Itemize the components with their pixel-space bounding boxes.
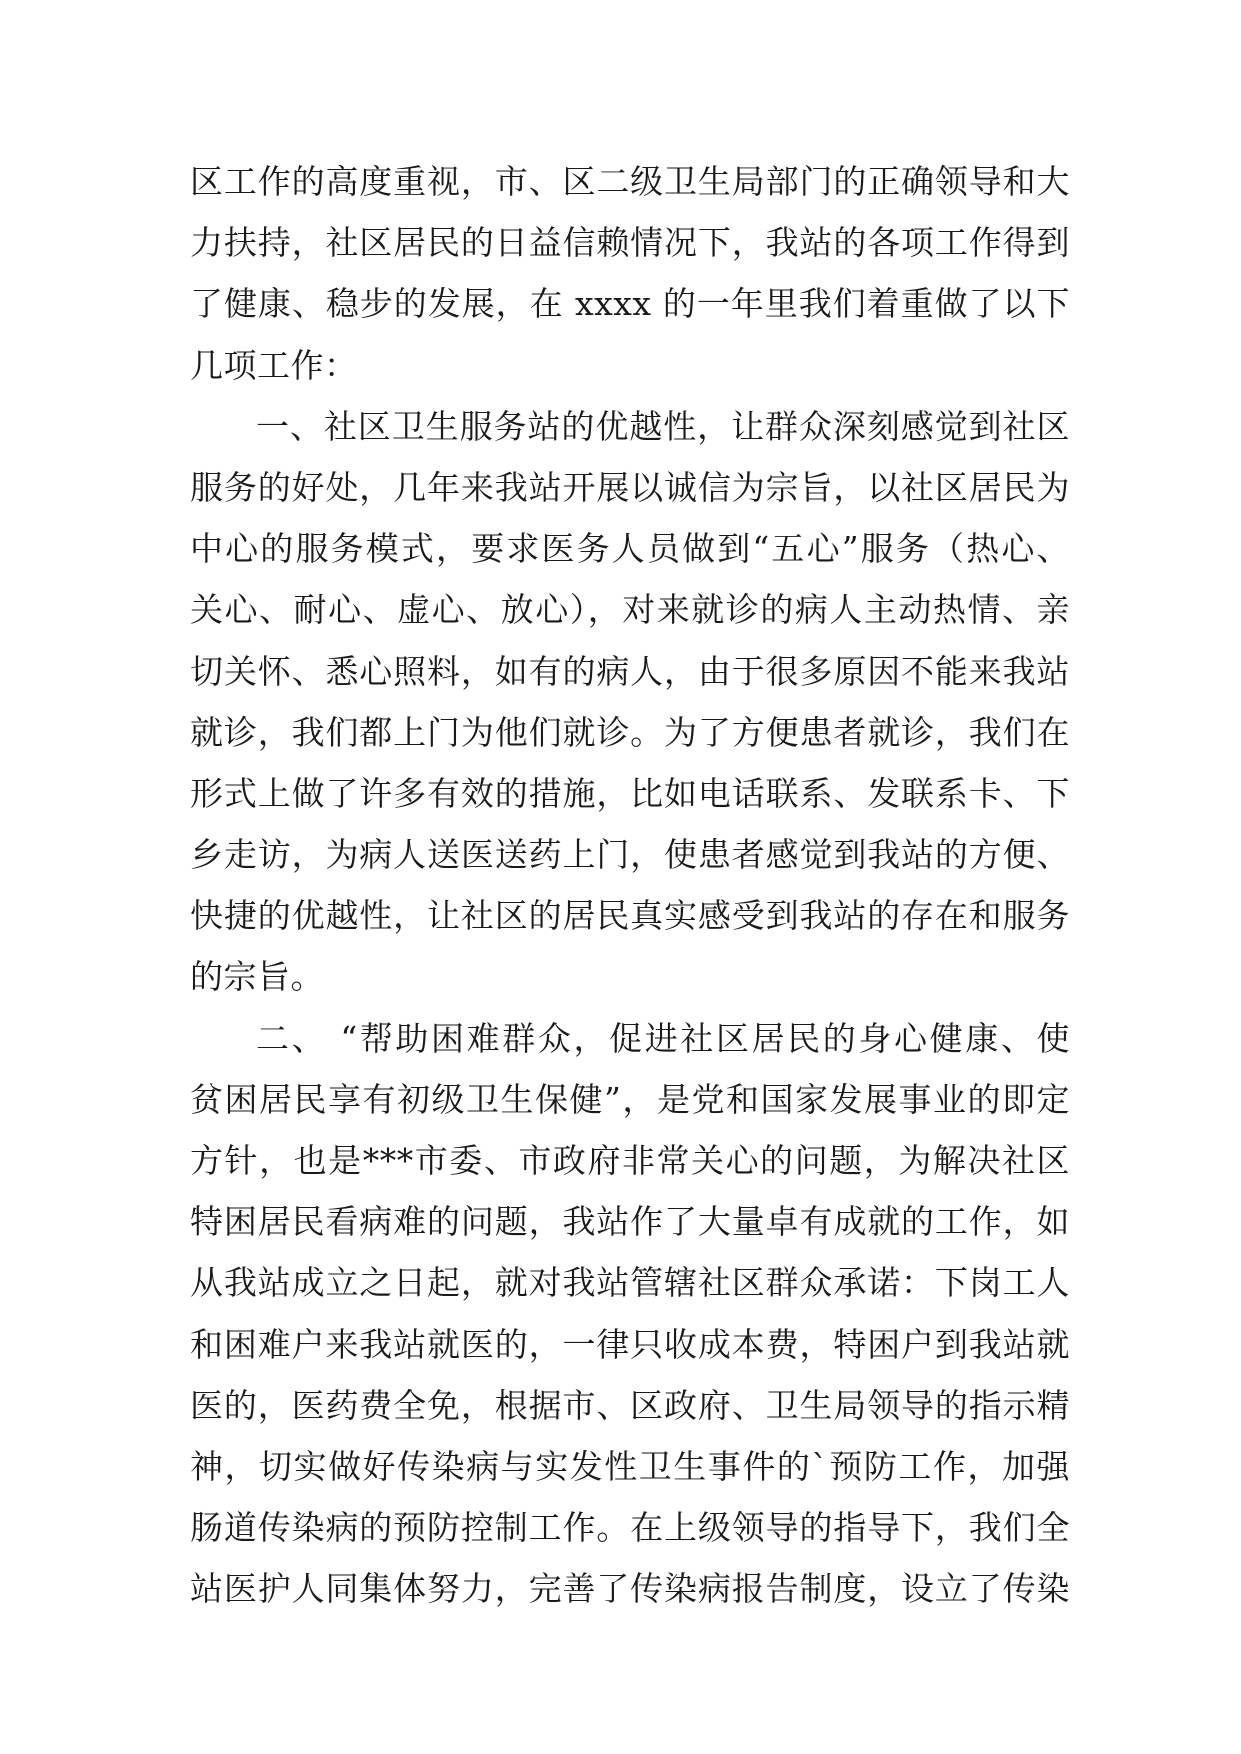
text-line: 了健康、稳步的发展，在 xxxx 的一年里我们着重做了以下 — [190, 284, 1070, 324]
text-line: 神，切实做好传染病与实发性卫生事件的`预防工作，加强 — [190, 1446, 1070, 1486]
text-line: 形式上做了许多有效的措施，比如电话联系、发联系卡、下 — [190, 773, 1070, 813]
text-line: 医的，医药费全免，根据市、区政府、卫生局领导的指示精 — [190, 1385, 1070, 1425]
text-line: 从我站成立之日起，就对我站管辖社区群众承诺：下岗工人 — [190, 1263, 1070, 1303]
text-line: 站医护人同集体努力，完善了传染病报告制度，设立了传染 — [190, 1569, 1070, 1609]
text-line: 乡走访，为病人送医送药上门，使患者感觉到我站的方便、 — [190, 835, 1070, 875]
text-line: 关心、耐心、虚心、放心），对来就诊的病人主动热情、亲 — [190, 590, 1070, 630]
text-line: 区工作的高度重视，市、区二级卫生局部门的正确领导和大 — [190, 162, 1070, 201]
text-line: 贫困居民享有初级卫生保健”，是党和国家发展事业的即定 — [190, 1079, 1070, 1119]
text-line: 切关怀、悉心照料，如有的病人，由于很多原因不能来我站 — [190, 651, 1070, 691]
text-line: 快捷的优越性，让社区的居民真实感受到我站的存在和服务 — [190, 896, 1070, 936]
text-line: 服务的好处，几年来我站开展以诚信为宗旨，以社区居民为 — [190, 467, 1070, 507]
body-text — [190, 151, 1070, 1620]
text-line: 一、社区卫生服务站的优越性，让群众深刻感觉到社区 — [256, 406, 1070, 446]
text-line: 肠道传染病的预防控制工作。在上级领导的指导下，我们全 — [190, 1508, 1070, 1548]
text-line: 方针，也是***市委、市政府非常关心的问题，为解决社区 — [190, 1141, 1070, 1180]
text-line: 的宗旨。 — [190, 957, 324, 997]
text-line: 就诊，我们都上门为他们就诊。为了方便患者就诊，我们在 — [190, 712, 1070, 752]
text-line: 几项工作： — [190, 345, 358, 385]
text-line: 中心的服务模式，要求医务人员做到“五心”服务（热心、 — [190, 529, 1070, 569]
text-line: 和困难户来我站就医的，一律只收成本费，特困户到我站就 — [190, 1324, 1070, 1364]
text-line: 二、 “帮助困难群众，促进社区居民的身心健康、使 — [256, 1018, 1070, 1058]
text-line: 特困居民看病难的问题，我站作了大量卓有成就的工作，如 — [190, 1202, 1070, 1242]
text-line: 力扶持，社区居民的日益信赖情况下，我站的各项工作得到 — [190, 223, 1070, 263]
